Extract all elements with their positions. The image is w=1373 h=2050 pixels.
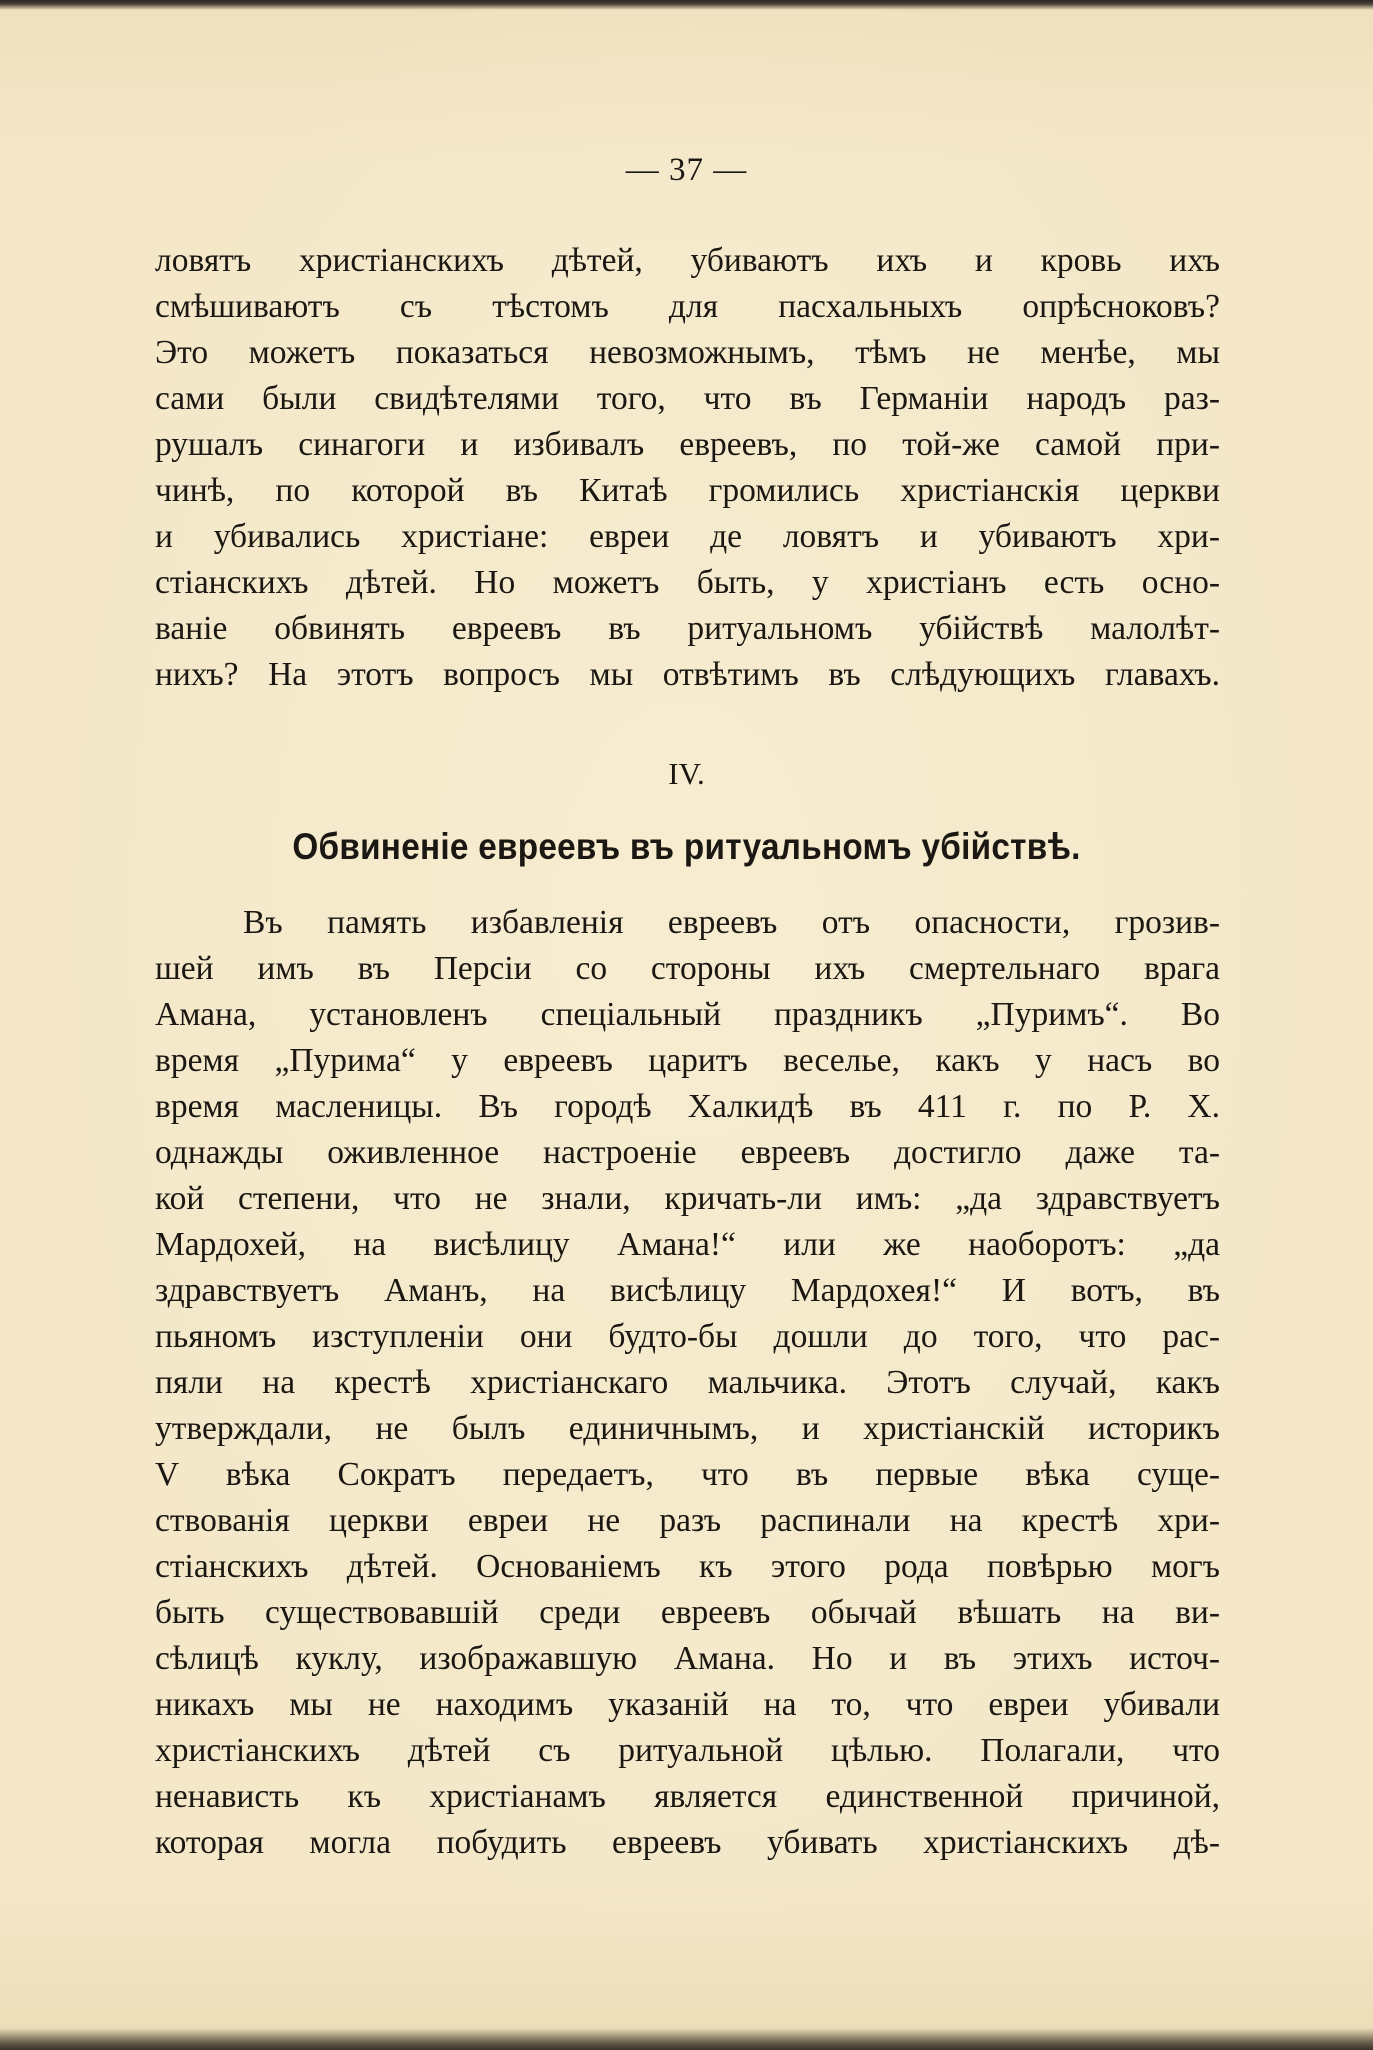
- text-line: рушалъ синагоги и избивалъ евреевъ, по той-же самой при-: [155, 426, 1220, 463]
- text-line: ловятъ христіанскихъ дѣтей, убиваютъ ихъ и кровь ихъ: [155, 242, 1220, 279]
- text-line: однажды оживленное настроеніе евреевъ достигло даже та-: [155, 1134, 1220, 1171]
- text-line: нихъ? На этотъ вопросъ мы отвѣтимъ въ слѣдующихъ главахъ.: [155, 656, 1220, 693]
- page-number: — 37 —: [625, 152, 748, 188]
- text-line: пьяномъ изступленіи они будто-бы дошли до того, что рас-: [155, 1318, 1220, 1355]
- chapter-title: Обвиненіе евреевъ въ ритуальномъ убійствѣ.: [292, 826, 1081, 867]
- text-line: Въ память избавленія евреевъ отъ опасности, грозив-: [243, 904, 1220, 941]
- scan-top-edge: [0, 0, 1373, 10]
- text-line: сѣлицѣ куклу, изображавшую Амана. Но и въ этихъ источ-: [155, 1640, 1220, 1677]
- scan-bottom-edge: [0, 2028, 1373, 2050]
- text-line: христіанскихъ дѣтей съ ритуальной цѣлью. Полагали, что: [155, 1732, 1220, 1769]
- text-line: и убивались христіане: евреи де ловятъ и убиваютъ хри-: [155, 518, 1220, 555]
- text-line: V вѣка Сократъ передаетъ, что въ первые вѣка суще-: [155, 1456, 1220, 1493]
- chapter-number: IV.: [668, 756, 705, 791]
- paragraph-2: [155, 900, 1220, 1866]
- text-line: ствованія церкви евреи не разъ распинали на крестѣ хри-: [155, 1502, 1220, 1539]
- text-line: ваніе обвинять евреевъ въ ритуальномъ убійствѣ малолѣт-: [155, 610, 1220, 647]
- text-line: утверждали, не былъ единичнымъ, и христіанскій историкъ: [155, 1410, 1220, 1447]
- text-line: ненависть къ христіанамъ является единственной причиной,: [155, 1778, 1220, 1815]
- text-line: Амана, установленъ спеціальный праздникъ „Пуримъ“. Во: [155, 996, 1220, 1033]
- text-line: чинѣ, по которой въ Китаѣ громились христіанскія церкви: [155, 472, 1220, 509]
- text-line: время масленицы. Въ городѣ Халкидѣ въ 411 г. по Р. Х.: [155, 1088, 1220, 1125]
- paragraph-1: [155, 238, 1220, 698]
- text-line: шей имъ въ Персіи со стороны ихъ смертельнаго врага: [155, 950, 1220, 987]
- text-line: которая могла побудить евреевъ убивать христіанскихъ дѣ-: [155, 1824, 1220, 1861]
- text-line: Это можетъ показаться невозможнымъ, тѣмъ не менѣе, мы: [155, 334, 1220, 371]
- text-line: здравствуетъ Аманъ, на висѣлицу Мардохея!“ И вотъ, въ: [155, 1272, 1220, 1309]
- text-line: стіанскихъ дѣтей. Но можетъ быть, у христіанъ есть осно-: [155, 564, 1220, 601]
- text-line: быть существовавшій среди евреевъ обычай вѣшать на ви-: [155, 1594, 1220, 1631]
- text-line: кой степени, что не знали, кричать-ли имъ: „да здравствуетъ: [155, 1180, 1220, 1217]
- text-line: смѣшиваютъ съ тѣстомъ для пасхальныхъ опрѣсноковъ?: [155, 288, 1220, 325]
- text-line: никахъ мы не находимъ указаній на то, что евреи убивали: [155, 1686, 1220, 1723]
- text-line: сами были свидѣтелями того, что въ Германіи народъ раз-: [155, 380, 1220, 417]
- text-line: стіанскихъ дѣтей. Основаніемъ къ этого рода повѣрью могъ: [155, 1548, 1220, 1585]
- text-line: пяли на крестѣ христіанскаго мальчика. Этотъ случай, какъ: [155, 1364, 1220, 1401]
- text-line: Мардохей, на висѣлицу Амана!“ или же наоборотъ: „да: [155, 1226, 1220, 1263]
- text-line: время „Пурима“ у евреевъ царитъ веселье, какъ у насъ во: [155, 1042, 1220, 1079]
